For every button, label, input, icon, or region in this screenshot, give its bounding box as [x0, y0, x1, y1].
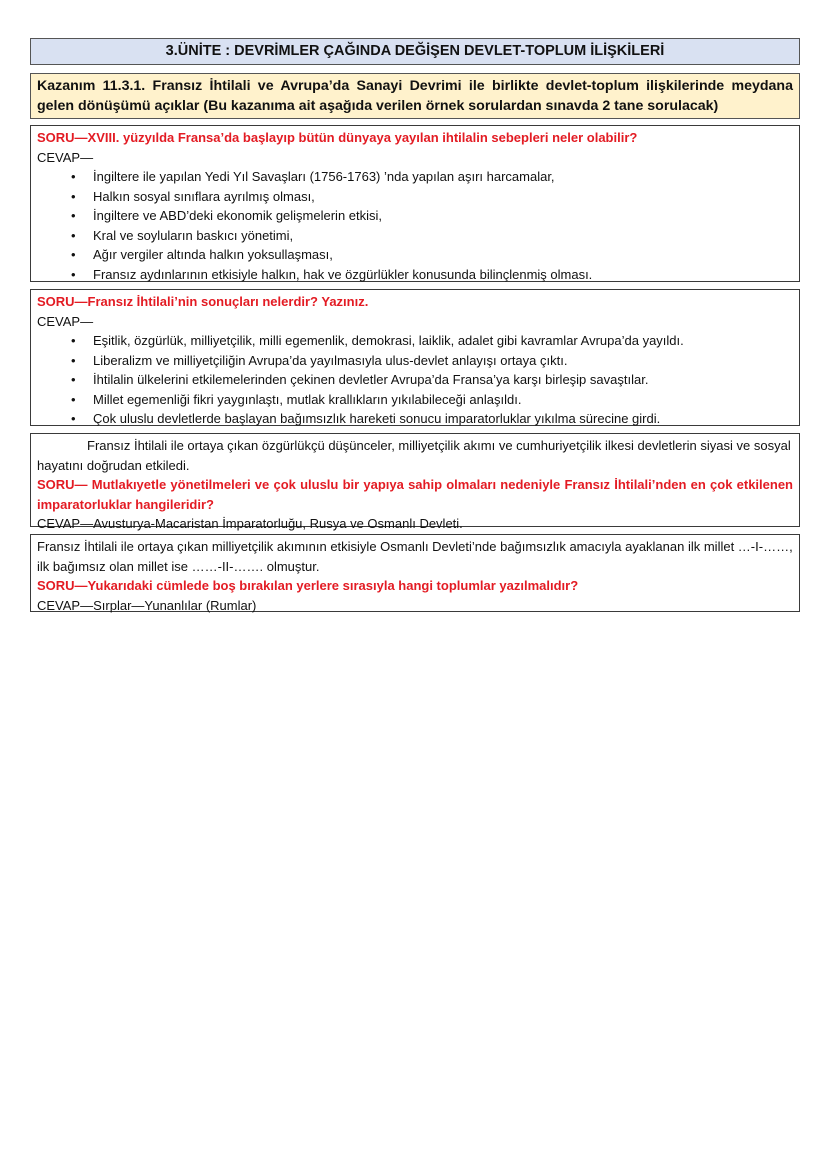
question-text: SORU—Yukarıdaki cümlede boş bırakılan yerlere sırasıyla hangi toplumlar yazılmalıdır?	[37, 578, 579, 593]
question-box-3	[30, 433, 800, 531]
question-text: SORU—Fransız İhtilali’nin sonuçları nelerdir? Yazınız.	[37, 294, 369, 309]
bullet-icon: •	[71, 391, 76, 407]
answer-text: CEVAP—Avusturya-Macaristan İmparatorluğu, Rusya ve Osmanlı Devleti.	[37, 516, 463, 531]
question-text: SORU— Mutlakıyetle yönetilmeleri ve çok uluslu bir yapıya sahip olmaları nedeniyle Fransız İhtilali’nden en çok etkilenen imparatorluklar hangileridir?	[37, 477, 793, 512]
bullet-icon: •	[71, 266, 76, 282]
list-item: • Fransız aydınlarının etkisiyle halkın, hak ve özgürlükler konusunda bilinçlenmiş olması.	[93, 265, 793, 285]
answer-list	[37, 331, 793, 429]
list-item: • Eşitlik, özgürlük, milliyetçilik, milli egemenlik, demokrasi, laiklik, adalet gibi kavramlar Avrupa’da yayıldı.	[93, 331, 793, 351]
question-box-2	[30, 289, 800, 426]
answer-label: CEVAP—	[37, 149, 94, 165]
question-text: SORU—XVIII. yüzyılda Fransa’da başlayıp bütün dünyaya yayılan ihtilalin sebepleri neler olabilir?	[37, 130, 638, 145]
bullet-icon: •	[71, 208, 76, 223]
bullet-icon: •	[71, 247, 76, 262]
question-box-4	[30, 534, 800, 612]
list-item: • İngiltere ile yapılan Yedi Yıl Savaşları (1756-1763) ’nda yapılan aşırı harcamalar,	[93, 167, 793, 187]
intro-paragraph: Fransız İhtilali ile ortaya çıkan milliyetçilik akımının etkisiyle Osmanlı Devleti’nde bağımsızlık amacıyla ayaklanan ilk millet …-I-……, ilk bağımsız olan millet ise ……-II-……. olmuştur.	[37, 539, 793, 574]
unit-title-box	[30, 38, 800, 65]
list-item: • Çok uluslu devletlerde başlayan bağımsızlık hareketi sonucu imparatorluklar yıkılma sürecine girdi.	[93, 409, 793, 429]
bullet-icon: •	[71, 352, 76, 368]
bullet-icon: •	[71, 227, 76, 243]
list-item: • Ağır vergiler altında halkın yoksullaşması,	[93, 245, 793, 265]
answer-text: CEVAP—Sırplar—Yunanlılar (Rumlar)	[37, 597, 257, 613]
unit-title: 3.ÜNİTE : DEVRİMLER ÇAĞINDA DEĞİŞEN DEVLET-TOPLUM İLİŞKİLERİ	[165, 43, 665, 59]
kazanim-box	[30, 73, 800, 119]
list-item: • Liberalizm ve milliyetçiliğin Avrupa’da yayılmasıyla ulus-devlet anlayışı ortaya çıktı.	[93, 351, 793, 371]
intro-paragraph: Fransız İhtilali ile ortaya çıkan özgürlükçü düşünceler, milliyetçilik akımı ve cumhuriyetçilik ilkesi devletlerin siyasi ve sosyal hayatını doğrudan etkiledi.	[37, 438, 791, 473]
list-item: • Halkın sosyal sınıflara ayrılmış olması,	[93, 187, 793, 207]
bullet-icon: •	[71, 333, 76, 348]
bullet-icon: •	[71, 372, 76, 387]
list-item: • İhtilalin ülkelerini etkilemelerinden çekinen devletler Avrupa’da Fransa’ya karşı birleşip savaştılar.	[93, 370, 793, 390]
answer-label: CEVAP—	[37, 313, 94, 329]
answer-list	[37, 167, 793, 284]
list-item: • İngiltere ve ABD’deki ekonomik gelişmelerin etkisi,	[93, 206, 793, 226]
kazanim-text: Kazanım 11.3.1. Fransız İhtilali ve Avrupa’da Sanayi Devrimi ile birlikte devlet-toplum ilişkilerinde meydana gelen dönüşümü açıklar (Bu kazanıma ait aşağıda verilen örnek sorulardan sınavda 2 tane sorulacak)	[37, 78, 793, 114]
list-item: • Millet egemenliği fikri yaygınlaştı, mutlak krallıkların yıkılabileceği anlaşıldı.	[93, 390, 793, 410]
worksheet-page	[30, 38, 800, 619]
bullet-icon: •	[71, 411, 76, 426]
bullet-icon: •	[71, 169, 76, 184]
question-box-1	[30, 125, 800, 282]
bullet-icon: •	[71, 188, 76, 204]
list-item: • Kral ve soyluların baskıcı yönetimi,	[93, 226, 793, 246]
